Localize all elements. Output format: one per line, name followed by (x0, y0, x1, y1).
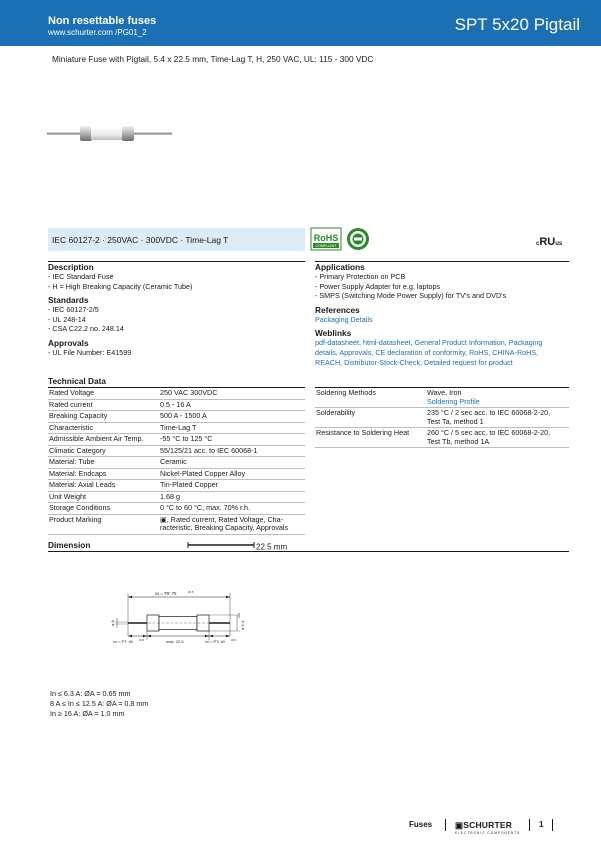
table-row: Climatic Category 55/125/21 acc. to IEC 60068-1 (48, 445, 305, 457)
description-heading: Description (48, 262, 94, 272)
footer-divider (552, 819, 553, 831)
bottom-right-dimension: xx = PT: 40 (205, 639, 225, 644)
applications-item: - Power Supply Adapter for e.g. laptops (315, 281, 441, 291)
table-row: Unit Weight 1.68 g (48, 491, 305, 503)
scale-label: 22.5 mm (256, 542, 288, 552)
product-subtitle: Miniature Fuse with Pigtail, 5.4 x 22.5 mm, Time-Lag T, H, 250 VAC, UL: 115 - 300 VDC (52, 54, 374, 64)
dimension-notes (50, 689, 148, 719)
fuse-image (47, 122, 172, 146)
body-diameter-tolerance: ±0.2 (238, 612, 241, 618)
table-row: Material: Axial Leads Tin-Plated Copper (48, 480, 305, 492)
table-row: Material: Endcaps Nickel-Plated Copper Alloy (48, 468, 305, 480)
table-row: Rated Voltage 250 VAC 300VDC (48, 388, 305, 399)
china-rohs-icon (347, 228, 369, 250)
table-row: Storage Conditions 0 °C to 60 °C, max. 70% r.h. (48, 503, 305, 515)
standards-item: - UL 248-14 (48, 314, 86, 324)
approvals-item: - UL File Number: E41599 (48, 347, 132, 357)
technical-data-table-left (48, 388, 305, 535)
rohs-logo-subtext: COMPLIANT (315, 244, 337, 249)
schurter-logo-tagline: ELECTRONIC COMPONENTS (455, 831, 521, 835)
lead-diameter-label: ø A (110, 619, 115, 626)
footer-divider (445, 819, 446, 831)
page-number: 1 (539, 820, 544, 829)
product-title: SPT 5x20 Pigtail (454, 15, 580, 34)
weblinks-line[interactable]: details, Approvals, CE declaration of conformity, RoHS, CHINA-RoHS, (315, 347, 539, 357)
description-item: - H = High Breaking Capacity (Ceramic Tube) (48, 281, 193, 291)
approvals-bar: IEC 60127-2 · 250VAC · 300VDC · Time-Lag T (48, 228, 305, 251)
dimension-drawing (100, 588, 260, 650)
applications-heading: Applications (315, 262, 365, 272)
ul-recognized-icon: cRUus (536, 236, 563, 248)
category-title: Non resettable fuses (48, 15, 157, 27)
top-dimension-tolerance: ±0.5 (188, 590, 194, 594)
approvals-heading: Approvals (48, 337, 89, 348)
technical-data-table-right (315, 388, 569, 448)
note-line: In ≤ 6.3 A: ØA = 0.65 mm (50, 689, 131, 698)
technical-data-heading: Technical Data (48, 376, 106, 386)
right-info-column (315, 262, 571, 367)
page-url[interactable]: www.schurter.com /PG01_2 (48, 28, 147, 37)
bottom-mid-dimension: max. 22.5 (166, 639, 184, 644)
standards-heading: Standards (48, 295, 89, 306)
packaging-details-link[interactable]: Packaging Details (315, 314, 373, 324)
weblinks-line[interactable]: pdf-datasheet, html-datasheet, General Product Information, Packaging (315, 338, 543, 348)
schurter-logo: ▣SCHURTER (455, 820, 513, 830)
bottom-left-tolerance: ±0.5 (139, 639, 145, 642)
left-info-column (48, 262, 303, 358)
standards-item: - CSA C22.2 no. 248.14 (48, 324, 124, 334)
page-header (0, 0, 601, 46)
table-row: Resistance to Soldering Heat 260 °C / 5 sec acc. to IEC 60068-2-20, Test Tb, method 1A (315, 428, 569, 448)
body-diameter-label: ø 5.4 (240, 620, 245, 630)
footer-divider (529, 819, 530, 831)
rohs-logo-text: RoHS (313, 233, 339, 243)
table-row: Characteristic Time-Lag T (48, 422, 305, 434)
soldering-profile-link[interactable]: Soldering Profile (427, 396, 480, 406)
dimension-heading: Dimension (48, 540, 91, 550)
applications-item: - SMPS (Switching Mode Power Supply) for TV's and DVD's (315, 291, 507, 301)
table-row: Solderability 235 °C / 2 sec acc. to IEC 60068-2-20, Test Ta, method 1 (315, 408, 569, 428)
scale-bar (186, 540, 296, 554)
table-row: Material: Tube Ceramic (48, 457, 305, 469)
note-line: In ≥ 16 A: ØA = 1.0 mm (50, 709, 125, 718)
applications-item: - Primary Protection on PCB (315, 272, 406, 281)
rohs-logo (311, 228, 341, 250)
certification-logos (310, 225, 372, 253)
references-heading: References (315, 304, 360, 315)
top-dimension-label: xx = TR: 75 (155, 591, 177, 596)
weblinks-line[interactable]: REACH, Distributor-Stock-Check, Detailed request for product (315, 357, 513, 367)
table-row: Product Marking ▣, Rated current, Rated Voltage, Cha- racteristic, Breaking Capacity, Approvals (48, 514, 305, 534)
dimension-rule (48, 551, 569, 552)
table-row: Rated current 0.5 - 16 A (48, 399, 305, 411)
description-item: - IEC Standard Fuse (48, 272, 114, 281)
bottom-right-tolerance: ±0.5 (231, 639, 237, 642)
table-row: Soldering Methods Wave, Iron Soldering Profile (315, 388, 569, 408)
standards-item: - IEC 60127-2/5 (48, 305, 99, 315)
bottom-left-dimension: xx = PT: 40 (113, 639, 133, 644)
weblinks-heading: Weblinks (315, 328, 352, 339)
table-row: Admissible Ambient Air Temp. -55 °C to 125 °C (48, 434, 305, 446)
table-row: Breaking Capacity 500 A - 1500 A (48, 411, 305, 423)
footer-section: Fuses (409, 820, 433, 829)
note-line: 8 A ≤ In ≤ 12.5 A: ØA = 0.8 mm (50, 699, 149, 708)
